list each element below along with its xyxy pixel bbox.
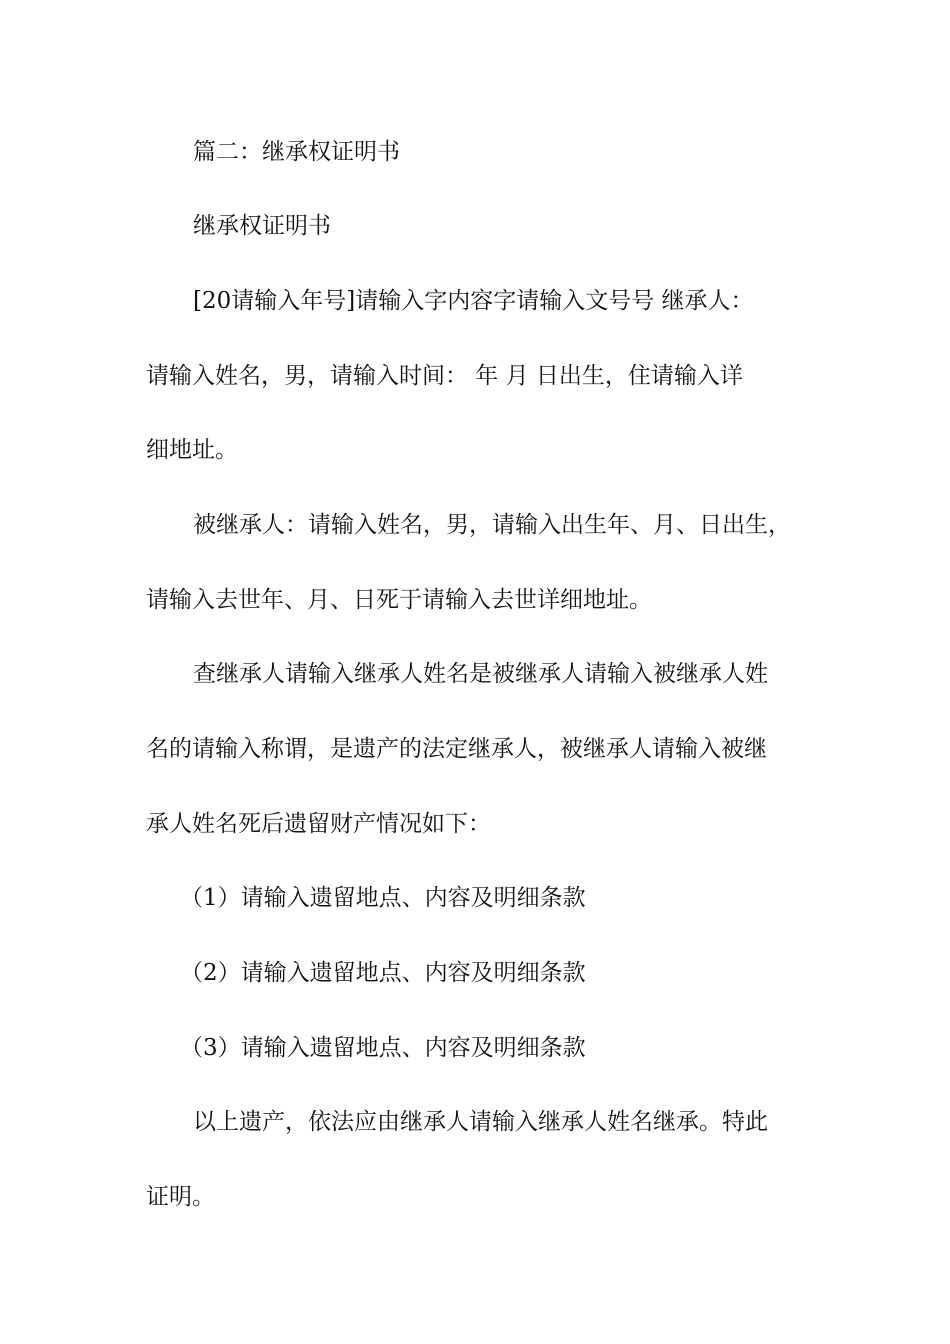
estate-item-3: （3）请输入遗留地点、内容及明细条款: [180, 1035, 586, 1061]
verification-paragraph-line-3: 承人姓名死后遗留财产情况如下：: [146, 811, 491, 837]
estate-item-2: （2）请输入遗留地点、内容及明细条款: [180, 960, 586, 986]
conclusion-paragraph-line-1: 以上遗产，依法应由继承人请输入继承人姓名继承。特此: [193, 1109, 768, 1135]
estate-item-1: （1）请输入遗留地点、内容及明细条款: [180, 885, 586, 911]
verification-paragraph-line-1: 查继承人请输入继承人姓名是被继承人请输入被继承人姓: [193, 661, 768, 687]
decedent-paragraph-line-1: 被继承人：请输入姓名，男，请输入出生年、月、日出生，: [193, 512, 791, 538]
conclusion-paragraph-line-2: 证明。: [146, 1184, 215, 1210]
heir-paragraph-line-2: 请输入姓名，男，请输入时间： 年 月 日出生，住请输入详: [146, 363, 743, 389]
document-title: 继承权证明书: [193, 213, 331, 239]
verification-paragraph-line-2: 名的请输入称谓，是遗产的法定继承人，被继承人请输入被继: [146, 736, 767, 762]
decedent-paragraph-line-2: 请输入去世年、月、日死于请输入去世详细地址。: [146, 587, 652, 613]
heir-paragraph-line-1: [20请输入年号]请输入字内容字请输入文号号 继承人：: [193, 288, 754, 314]
section-heading: 篇二：继承权证明书: [193, 139, 400, 165]
heir-paragraph-line-3: 细地址。: [146, 437, 238, 463]
